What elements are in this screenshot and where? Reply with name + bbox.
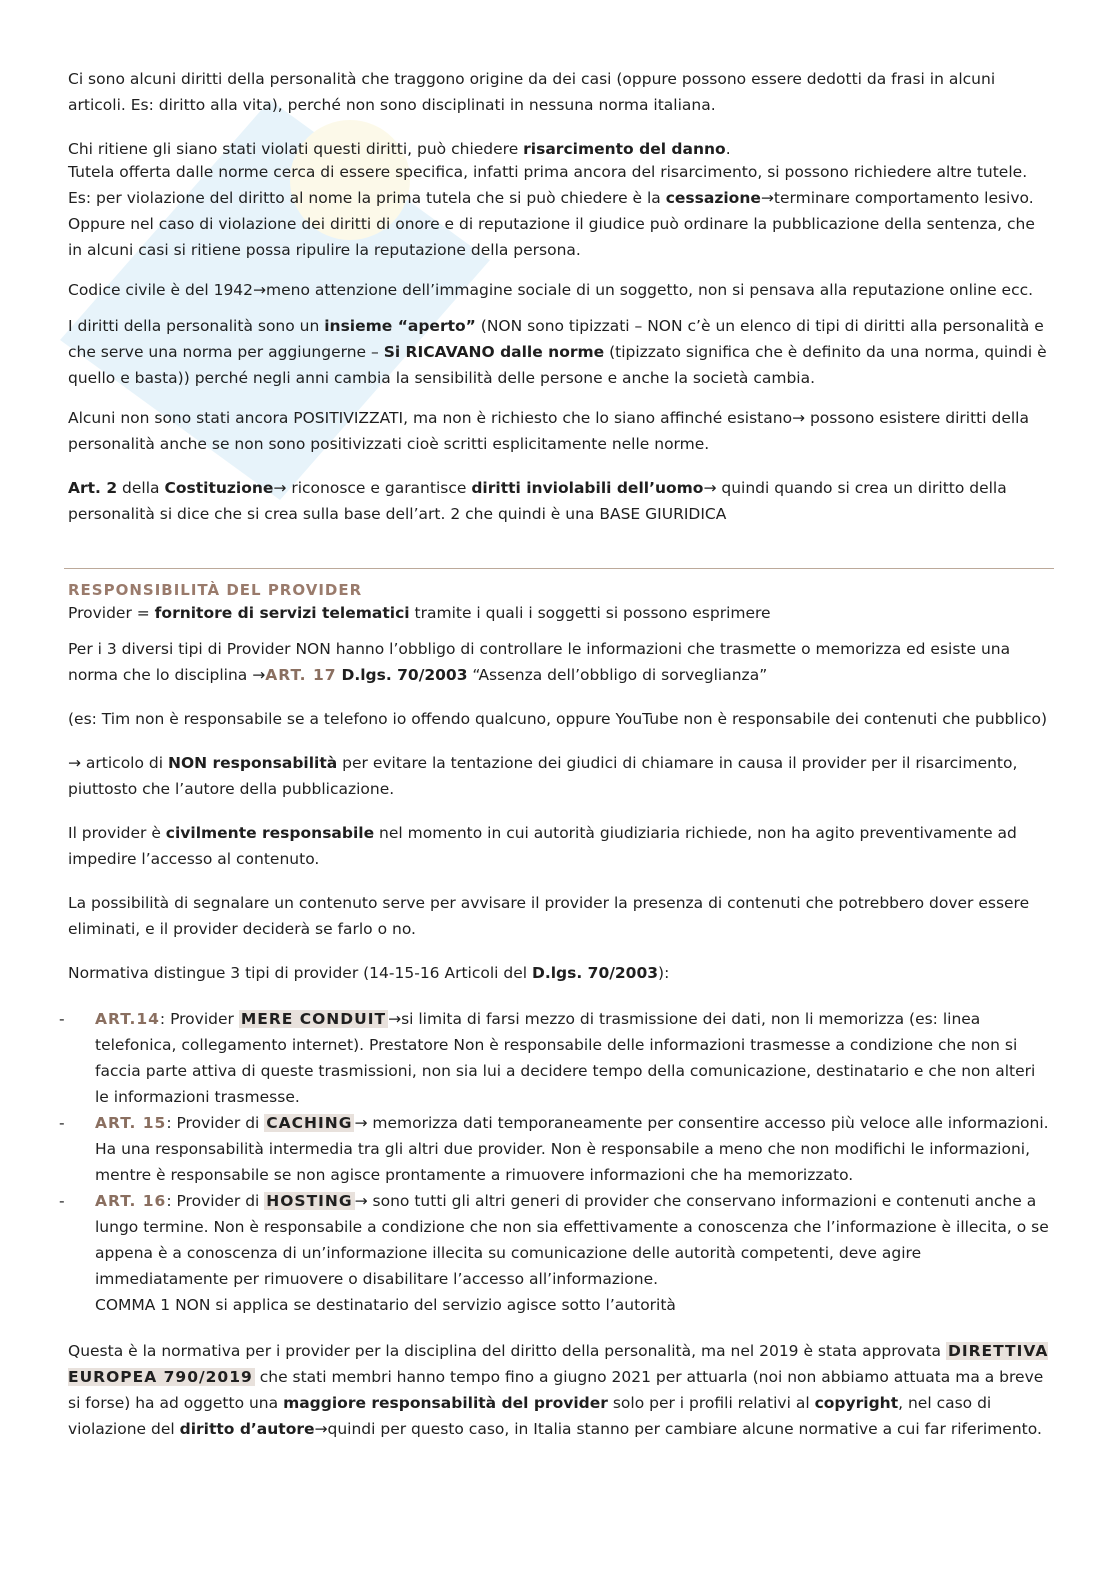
para-civilmente: Il provider è civilmente responsabile nel momento in cui autorità giudiziaria richiede, non ha agito preventivamente ad impedire l’accesso al contenuto. <box>68 824 1017 868</box>
document-body <box>68 66 1053 527</box>
section-divider <box>64 568 1054 569</box>
para-example: (es: Tim non è responsabile se a telefono io offendo qualcuno, oppure YouTube non è responsabile dei contenuti che pubblico) <box>68 710 1048 728</box>
para-normativa: Normativa distingue 3 tipi di provider (14-15-16 Articoli del D.lgs. 70/2003): <box>68 964 670 982</box>
para-risarcimento: Chi ritiene gli siano stati violati questi diritti, può chiedere risarcimento del danno. <box>68 140 731 158</box>
list-dash: - <box>59 1192 65 1210</box>
para-insieme-aperto: I diritti della personalità sono un insieme “aperto” (NON sono tipizzati – NON c’è un elenco di tipi di diritti alla personalità e che serve una norma per aggiungerne – Si RICAVANO dalle norme (tipizzato significa che è definito da una norma, quindi è quello e basta)) perché negli anni cambia la sensibilità delle persone e anche la società cambia. <box>68 317 1047 387</box>
para-art17: Per i 3 diversi tipi di Provider NON hanno l’obbligo di controllare le informazioni che trasmette o memorizza ed esiste una norma che lo disciplina →ART. 17 D.lgs. 70/2003 “Assenza dell’obbligo di sorveglianza” <box>68 640 1011 684</box>
para-direttiva: Questa è la normativa per i provider per la disciplina del diritto della personalità, ma nel 2019 è stata approvata DIRETTIVA EUROPEA 790/2019 che stati membri hanno tempo fino a giugno 2021 per attuarla (noi non abbiamo attuata ma a breve si forse) ha ad oggetto una maggiore responsabilità del provider solo per i profili relativi al copyright, nel caso di violazione del diritto d’autore→quindi per questo caso, in Italia stanno per cambiare alcune normative a cui far riferimento. <box>68 1342 1049 1438</box>
list-item-art15: - ART. 15: Provider di CACHING → memorizza dati temporaneamente per consentire accesso più veloce alle informazioni. Ha una responsabilità intermedia tra gli altri due provider. Non è responsabile a meno che non modifichi le informazioni, mentre è responsabile se non agisce prontamente a rimuovere informazioni che ha memorizzato. <box>68 1110 1053 1188</box>
comma-note: COMMA 1 NON si applica se destinatario del servizio agisce sotto l’autorità <box>95 1296 676 1314</box>
para-origin: Ci sono alcuni diritti della personalità che traggono origine da dei casi (oppure possono essere dedotti da frasi in alcuni articoli. Es: diritto alla vita), perché non sono disciplinati in nessuna norma italiana. <box>68 70 996 114</box>
para-provider-def: Provider = fornitore di servizi telematici tramite i quali i soggetti si possono esprimere <box>68 604 771 622</box>
list-item-art14: - ART.14: Provider MERE CONDUIT →si limita di farsi mezzo di trasmissione dei dati, non li memorizza (es: linea telefonica, collegamento internet). Prestatore Non è responsabile delle informazioni trasmesse a condizione che non si faccia parte attiva di queste trasmissioni, non sia lui a decidere tempo della comunicazione, destinatario e che non alteri le informazioni trasmesse. <box>68 1006 1053 1110</box>
para-non-responsabilita: → articolo di NON responsabilità per evitare la tentazione dei giudici di chiamare in causa il provider per il risarcimento, piuttosto che l’autore della pubblicazione. <box>68 754 1018 798</box>
para-tutela: Tutela offerta dalle norme cerca di essere specifica, infatti prima ancora del risarcimento, si possono richiedere altre tutele. Es: per violazione del diritto al nome la prima tutela che si può chiedere è la cessazione→terminare comportamento lesivo. Oppure nel caso di violazione dei diritti di onore e di reputazione il giudice può ordinare la pubblicazione della sentenza, che in alcuni casi si ritiene possa ripulire la reputazione della persona. <box>68 163 1035 259</box>
provider-section <box>59 600 1053 1442</box>
para-positivizzati: Alcuni non sono stati ancora POSITIVIZZATI, ma non è richiesto che lo siano affinché esistano→ possono esistere diritti della personalità anche se non sono positivizzati cioè scritti esplicitamente nelle norme. <box>68 409 1029 453</box>
para-codice-civile: Codice civile è del 1942→meno attenzione dell’immagine sociale di un soggetto, non si pensava alla reputazione online ecc. <box>68 281 1034 299</box>
list-dash: - <box>59 1114 65 1132</box>
para-art2: Art. 2 della Costituzione→ riconosce e garantisce diritti inviolabili dell’uomo→ quindi quando si crea un diritto della personalità si dice che si crea sulla base dell’art. 2 che quindi è una BASE GIURIDICA <box>68 479 1007 523</box>
list-dash: - <box>59 1010 65 1028</box>
section-heading: RESPONSIBILITÀ DEL PROVIDER <box>68 581 363 599</box>
list-item-art16: - ART. 16: Provider di HOSTING → sono tutti gli altri generi di provider che conservano informazioni e contenuti anche a lungo termine. Non è responsabile a condizione che non sia effettivamente a conoscenza che l’informazione è illecita, o se appena è a conoscenza di un’informazione illecita su comunicazione delle autorità competenti, deve agire immediatamente per rimuovere o disabilitare l’accesso all’informazione. COMMA 1 NON si applica se destinatario del servizio agisce sotto l’autorità <box>68 1188 1053 1318</box>
para-segnalare: La possibilità di segnalare un contenuto serve per avvisare il provider la presenza di contenuti che potrebbero dover essere eliminati, e il provider deciderà se farlo o no. <box>68 894 1030 938</box>
